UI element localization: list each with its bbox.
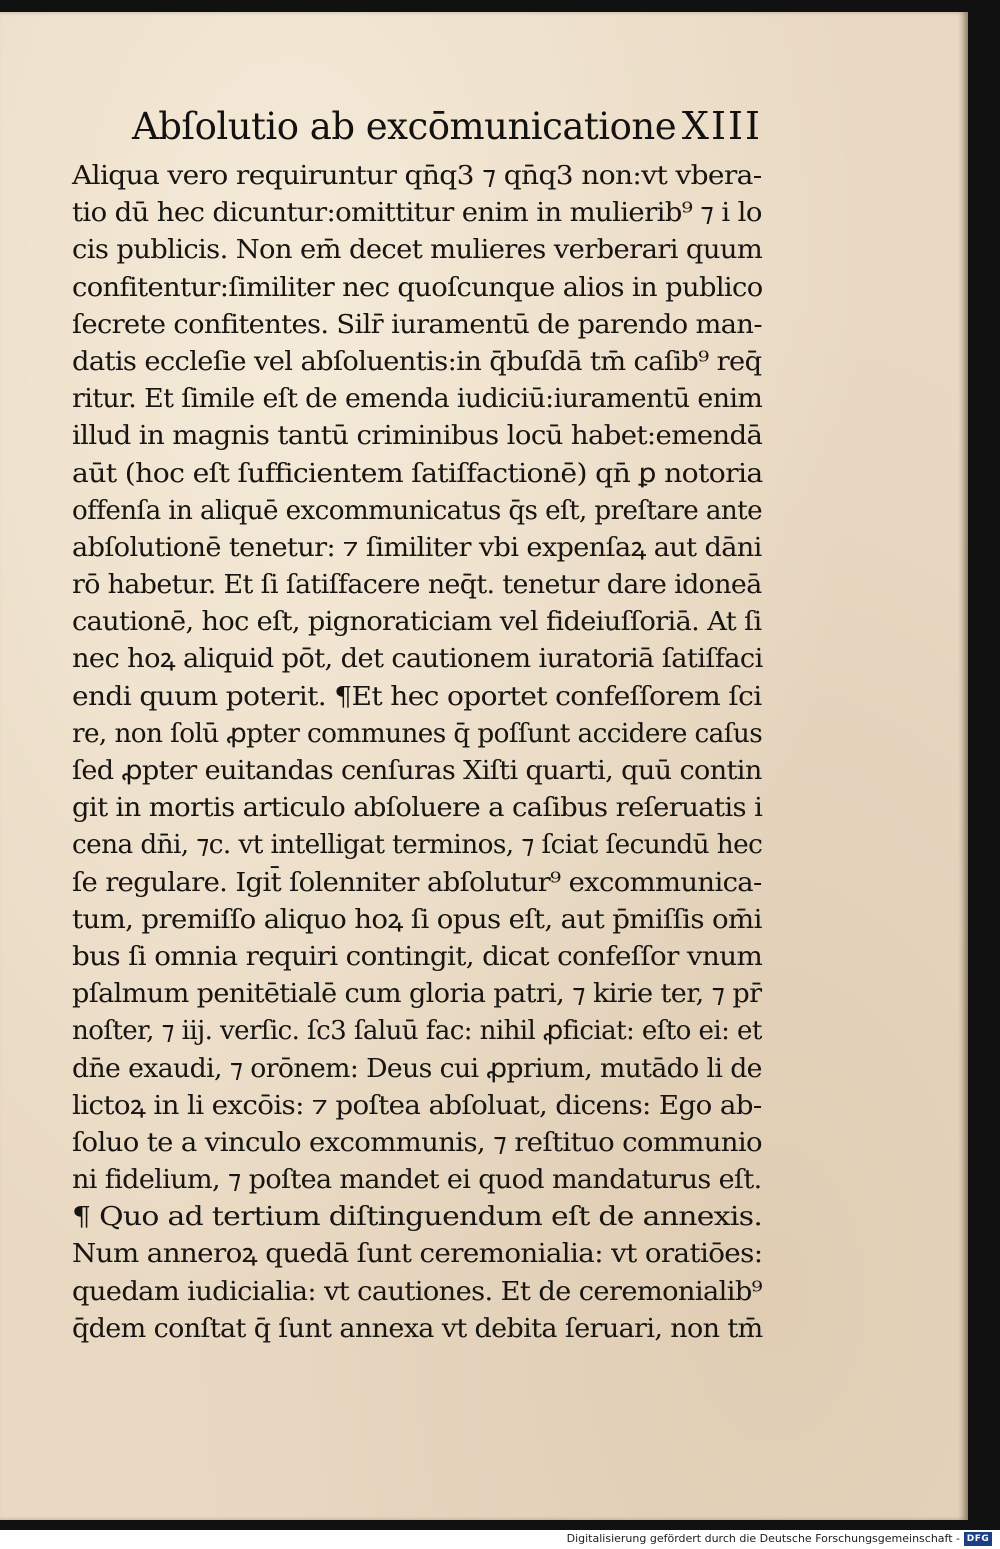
- text-line: confitentur:ſimiliter nec quoſcunque alios in publico: [72, 272, 763, 303]
- main-text-block: [72, 158, 772, 1348]
- text-line: illud in magnis tantū criminibus locū habet:emendā: [72, 421, 763, 452]
- page-edge-shadow: [958, 12, 968, 1520]
- text-line: git in mortis articulo abſoluere a caſibus reſeruatis i: [72, 793, 763, 824]
- text-line: nec hoꝝ aliquid pōt, det cautionem iuratoriā ſatiſfaci: [72, 644, 763, 675]
- text-line: cis publicis. Non em̄ decet mulieres verberari quum: [72, 235, 763, 266]
- dfg-logo-icon: DFG: [964, 1532, 992, 1546]
- text-line: noſter, ⁊ iij. verſic. ſc3 ſaluū fac: nihil ꝓficiat: eſto ei: et: [72, 1016, 762, 1047]
- text-line: cautionē, hoc eſt, pignoraticiam vel fideiuſſoriā. At ſi: [72, 607, 762, 638]
- text-line: Aliqua vero requiruntur qn̄q3 ⁊ qn̄q3 non:vt vbera-: [72, 161, 762, 191]
- text-line: tio dū hec dicuntur:omittitur enim in mulierib⁹ ⁊ i lo: [72, 198, 762, 229]
- text-line: lictoꝝ in li excōis: ⁊ poſtea abſoluat, dicens: Ego ab-: [72, 1090, 762, 1121]
- folio-number: XIII: [681, 104, 762, 148]
- book-page: [0, 12, 968, 1520]
- text-line: ni fidelium, ⁊ poſtea mandet ei quod mandaturus eſt.: [72, 1165, 762, 1196]
- text-line: ſoluo te a vinculo excommunis, ⁊ reſtituo communio: [72, 1127, 762, 1158]
- running-head: [132, 104, 762, 158]
- text-line: quedam iudicialia: vt cautiones. Et de ceremonialib⁹: [72, 1276, 762, 1307]
- running-title: Abſolutio ab excōmunicatione: [132, 105, 677, 148]
- text-line: dn̄e exaudi, ⁊ orōnem: Deus cui ꝓprium, mutādo li de: [72, 1053, 762, 1084]
- text-line: rō habetur. Et ſi ſatiſfacere neq̄t. tenetur dare idoneā: [72, 570, 762, 601]
- text-line: endi quum poterit. ¶Et hec oportet confeſſorem ſci: [72, 681, 762, 712]
- text-line: tum, premiſſo aliquo hoꝝ ſi opus eſt, aut p̄miſſis om̄i: [72, 904, 762, 935]
- text-line: aūt (hoc eſt ſufficientem ſatiſfactionē) qn̄ ꝑ notoria: [72, 458, 763, 489]
- text-line: ſecrete confitentes. Silr̄ iuramentū de parendo man-: [72, 309, 762, 340]
- text-line: q̄dem conſtat q̄ ſunt annexa vt debita ſeruari, non tm̄: [72, 1313, 763, 1344]
- text-line: Num anneroꝝ quedā ſunt ceremonialia: vt oratiōes:: [72, 1239, 763, 1270]
- text-line: pſalmum penitētialē cum gloria patri, ⁊ kirie ter, ⁊ pr̄: [72, 979, 762, 1010]
- text-line: ſed ꝓpter euitandas cenſuras Xiſti quarti, quū contin: [72, 756, 762, 786]
- text-line: offenſa in aliquē excommunicatus q̄s eſt, preſtare ante: [72, 495, 762, 526]
- text-line: ſe regulare. Igit̄ ſolenniter abſolutur⁹ excommunica-: [72, 867, 762, 898]
- funding-credit: Digitalisierung gefördert durch die Deutsche Forschungsgemeinschaft -: [566, 1532, 960, 1545]
- text-line: ritur. Et ſimile eſt de emenda iudiciū:iuramentū enim: [72, 384, 763, 415]
- text-line: datis eccleſie vel abſoluentis:in q̄buſdā tm̄ caſib⁹ req̄: [72, 346, 762, 377]
- text-line: cena dn̄i, ⁊c. vt intelligat terminos, ⁊ ſciat ſecundū hec: [72, 830, 763, 861]
- text-line: re, non ſolū ꝓpter communes q̄ poſſunt accidere caſus: [72, 718, 763, 749]
- text-line: ¶ Quo ad tertium diſtinguendum eſt de annexis.: [72, 1202, 763, 1233]
- text-line: bus ſi omnia requiri contingit, dicat confeſſor vnum: [72, 941, 763, 972]
- text-line: abſolutionē tenetur: ⁊ ſimiliter vbi expenſaꝝ aut dāni: [72, 532, 762, 563]
